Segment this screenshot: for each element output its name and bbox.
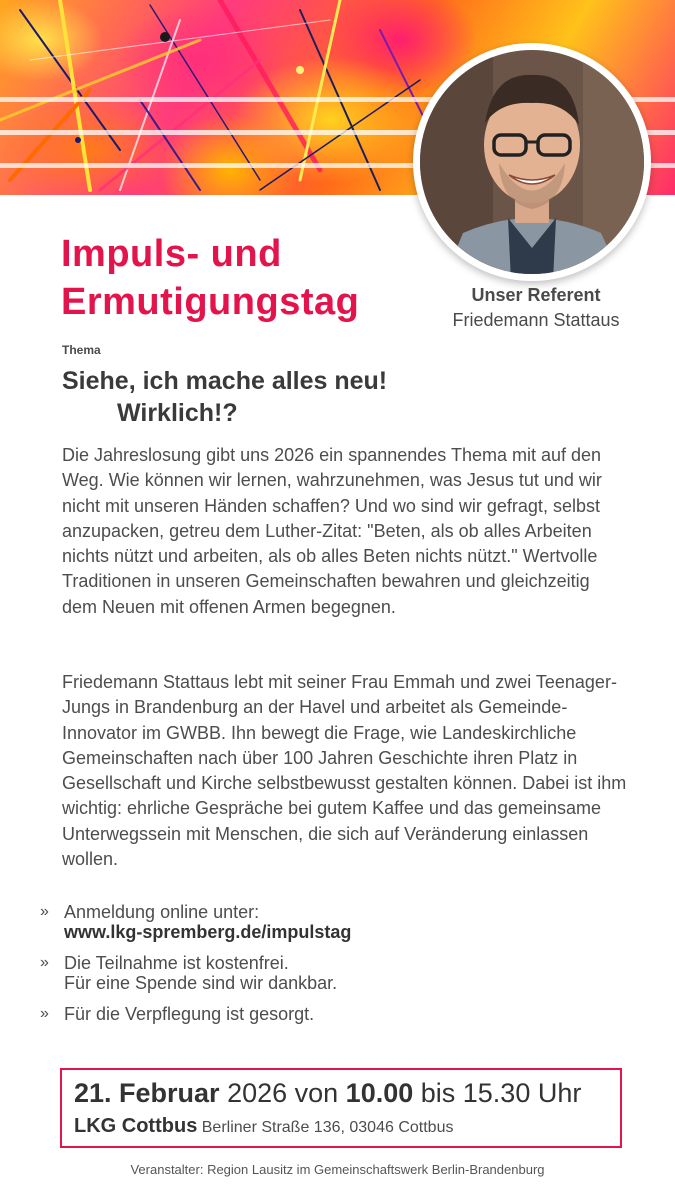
organizer-footer: Veranstalter: Region Lausitz im Gemeinschaftswerk Berlin-Brandenburg bbox=[130, 1162, 545, 1177]
donation-text: Für eine Spende sind wir dankbar. bbox=[64, 973, 338, 993]
list-item bbox=[40, 953, 630, 993]
intro-paragraph: Die Jahreslosung gibt uns 2026 ein spannendes Thema mit auf den Weg. Wie können wir lernen, wahrzunehmen, was Jesus tut und wir nicht mit unseren Händen schaffen? Und wo sind wir gefragt, selbst anzupacken, getreu dem Luther-Zitat: "Beten, als ob alles Arbeiten nichts nützt und arbeiten, als ob alles Beten nichts nützt." Wertvolle Traditionen in unseren Gemeinschaften bewahren und gleichzeitig dem Neuen mit offenen Armen begegnen. bbox=[62, 445, 602, 617]
thema-title-line-2: Wirklich!? bbox=[117, 399, 238, 427]
page-title bbox=[61, 230, 421, 326]
catering-text: Für die Verpflegung ist gesorgt. bbox=[64, 1004, 315, 1024]
event-location: LKG Cottbus bbox=[74, 1115, 198, 1137]
event-info-box bbox=[60, 1068, 622, 1148]
thema-title-line-1: Siehe, ich mache alles neu! bbox=[62, 367, 388, 395]
thema-label: Thema bbox=[62, 343, 101, 357]
event-location-line bbox=[74, 1112, 608, 1142]
double-chevron-icon: » bbox=[40, 954, 49, 971]
info-list bbox=[40, 902, 630, 1035]
event-date-line bbox=[74, 1074, 608, 1112]
event-year: 2026 von bbox=[219, 1078, 346, 1108]
double-chevron-icon: » bbox=[40, 1005, 49, 1022]
title-line-2: Ermutigungstag bbox=[61, 281, 360, 323]
registration-link[interactable]: www.lkg-spremberg.de/impulstag bbox=[64, 922, 352, 942]
list-item bbox=[40, 1004, 630, 1024]
title-line-1: Impuls- und bbox=[61, 233, 282, 275]
referent-name: Friedemann Stattaus bbox=[452, 310, 620, 330]
event-date: 21. Februar bbox=[74, 1078, 220, 1108]
registration-text: Anmeldung online unter: bbox=[64, 902, 260, 922]
cost-text: Die Teilnahme ist kostenfrei. bbox=[64, 953, 289, 973]
event-start-time: 10.00 bbox=[345, 1078, 414, 1108]
referent-portrait bbox=[413, 43, 651, 281]
double-chevron-icon: » bbox=[40, 903, 49, 920]
thema-title bbox=[62, 365, 387, 429]
event-address: Berliner Straße 136, 03046 Cottbus bbox=[197, 1119, 454, 1136]
event-end-time: bis 15.30 Uhr bbox=[413, 1078, 582, 1108]
referent-label: Unser Referent bbox=[471, 285, 601, 305]
list-item bbox=[40, 902, 630, 942]
bio-paragraph: Friedemann Stattaus lebt mit seiner Frau Emmah und zwei Teenager-Jungs in Brandenburg an der Havel und arbeitet als Gemeinde-Innovator im GWBB. Ihn bewegt die Frage, wie Landeskirchliche Gemeinschaften nach über 100 Jahren Geschichte ihren Platz in Gesellschaft und Kirche selbstbewusst gestalten können. Dabei ist ihm wichtig: ehrliche Gespräche bei gutem Kaffee und das gemeinsame Unterwegssein mit Menschen, die sich auf Veränderung einlassen wollen. bbox=[62, 672, 627, 870]
